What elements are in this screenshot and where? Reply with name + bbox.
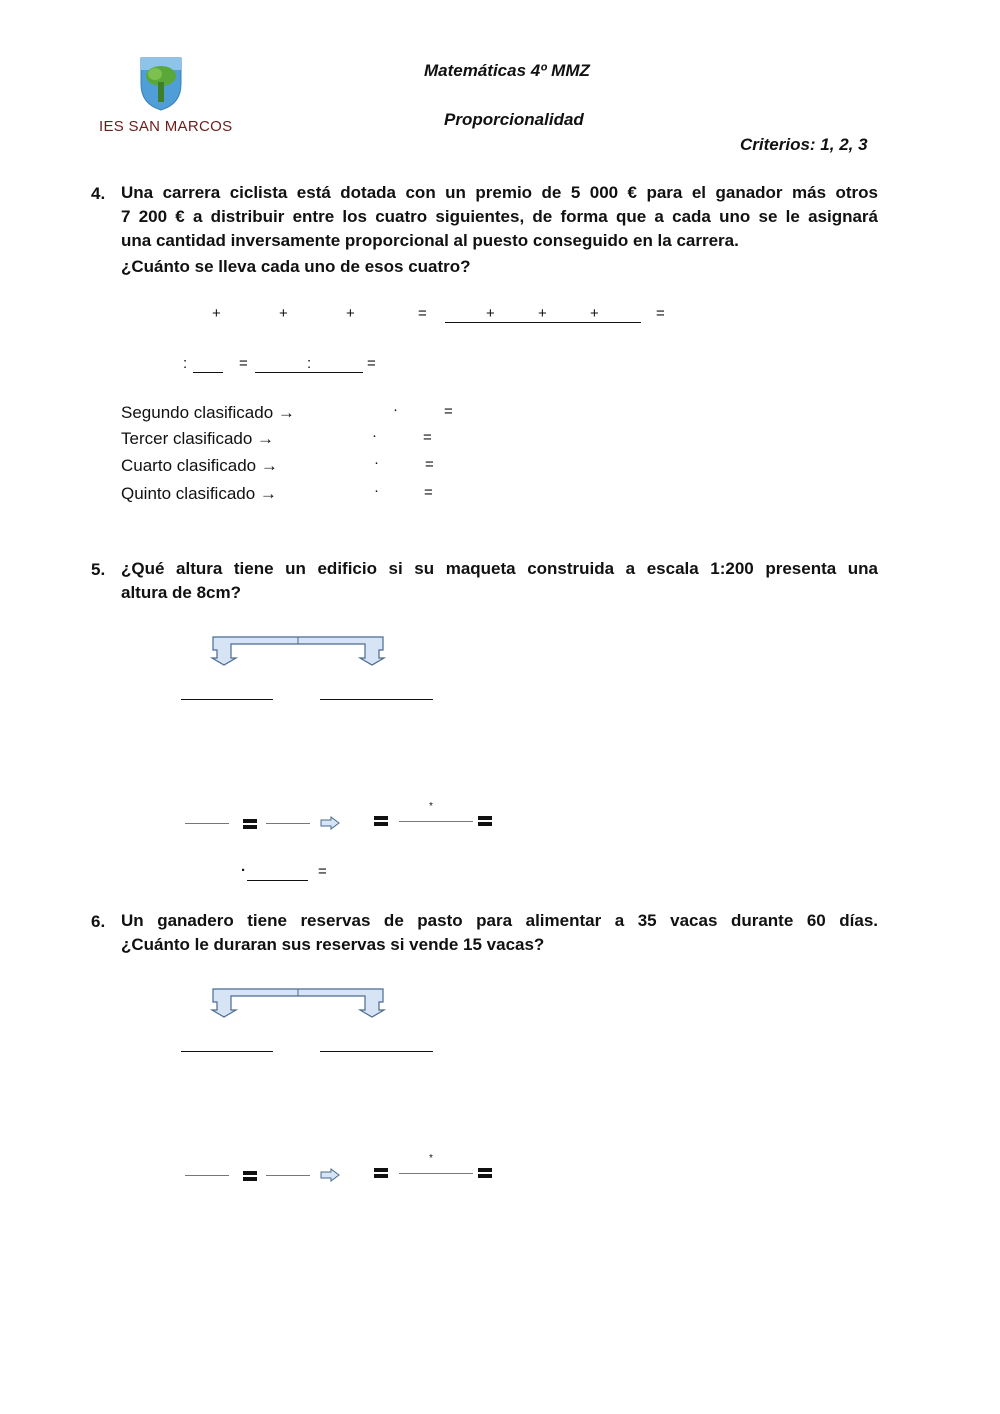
question-5-text	[121, 557, 878, 605]
fraction-line[interactable]	[399, 821, 473, 822]
bracket-arrow-icon	[208, 634, 388, 668]
question-4-line: Una carrera ciclista está dotada con un premio de 5 000 € para el ganador más otros	[121, 183, 878, 202]
asterisk-mark: *	[429, 1153, 433, 1164]
equals-bar	[478, 816, 492, 820]
school-logo	[95, 52, 235, 142]
equals-sign: =	[318, 863, 327, 880]
question-4-question: ¿Cuánto se lleva cada uno de esos cuatro?	[121, 257, 471, 276]
question-4-text	[121, 181, 878, 279]
plus-sign: +	[590, 305, 599, 322]
equals-sign: =	[424, 484, 433, 501]
equals-bar	[243, 819, 257, 823]
bracket-arrow-icon	[208, 986, 388, 1020]
question-4-line: 7 200 € a distribuir entre los cuatro siguientes, de forma que a cada uno se le asignará	[121, 207, 878, 226]
equals-bar	[243, 1171, 257, 1175]
dot-sign: ·	[241, 862, 246, 879]
equals-bar	[374, 822, 388, 826]
fraction-line[interactable]	[185, 1175, 229, 1176]
plus-sign: +	[346, 305, 355, 322]
criteria-label: Criterios: 1, 2, 3	[740, 135, 868, 154]
equals-sign: =	[425, 456, 434, 473]
equals-bar	[243, 825, 257, 829]
topic-title: Proporcionalidad	[444, 110, 584, 129]
asterisk-mark: *	[429, 801, 433, 812]
ranking-label: Cuarto clasificado →	[121, 456, 278, 475]
implies-arrow-icon	[320, 1168, 340, 1182]
equals-bar	[478, 822, 492, 826]
shield-tree-icon	[138, 54, 184, 112]
equals-sign: =	[656, 305, 665, 322]
equals-sign: =	[367, 355, 376, 372]
plus-sign: +	[212, 305, 221, 322]
equals-sign: =	[418, 305, 427, 322]
answer-blank[interactable]	[445, 322, 641, 323]
ranking-label: Segundo clasificado →	[121, 403, 295, 422]
equals-bar	[478, 1174, 492, 1178]
question-5-line: ¿Qué altura tiene un edificio si su maqueta construida a escala 1:200 presenta una	[121, 559, 878, 578]
school-name: IES SAN MARCOS	[99, 118, 233, 135]
course-title: Matemáticas 4º MMZ	[424, 61, 590, 80]
fraction-line[interactable]	[399, 1173, 473, 1174]
question-5-line: altura de 8cm?	[121, 583, 241, 602]
answer-blank[interactable]	[193, 372, 223, 373]
question-6-text	[121, 909, 878, 957]
equals-sign: =	[444, 403, 453, 420]
dot-sign: ·	[372, 427, 377, 444]
question-6-line: Un ganadero tiene reservas de pasto para alimentar a 35 vacas durante 60 días.	[121, 911, 878, 930]
fraction-line[interactable]	[266, 823, 310, 824]
answer-blank[interactable]	[247, 880, 308, 881]
equals-bar	[374, 1174, 388, 1178]
plus-sign: +	[279, 305, 288, 322]
question-5-number: 5.	[91, 560, 106, 579]
equals-bar	[374, 816, 388, 820]
question-4-line: una cantidad inversamente proporcional al puesto conseguido en la carrera.	[121, 231, 739, 250]
colon-sign: :	[183, 355, 188, 372]
equals-bar	[243, 1177, 257, 1181]
magnitude-blank[interactable]	[181, 699, 273, 700]
answer-blank[interactable]	[255, 372, 363, 373]
question-4-number: 4.	[91, 184, 106, 203]
plus-sign: +	[486, 305, 495, 322]
question-6-line: ¿Cuánto le duraran sus reservas si vende 15 vacas?	[121, 935, 545, 954]
fraction-line[interactable]	[185, 823, 229, 824]
equals-sign: =	[423, 429, 432, 446]
magnitude-blank[interactable]	[320, 699, 433, 700]
dot-sign: ·	[393, 401, 398, 418]
equals-bar	[374, 1168, 388, 1172]
magnitude-blank[interactable]	[320, 1051, 433, 1052]
fraction-line[interactable]	[266, 1175, 310, 1176]
ranking-label: Quinto clasificado →	[121, 484, 277, 503]
magnitude-blank[interactable]	[181, 1051, 273, 1052]
plus-sign: +	[538, 305, 547, 322]
colon-sign: :	[307, 355, 312, 372]
question-6-number: 6.	[91, 912, 106, 931]
ranking-label: Tercer clasificado →	[121, 429, 275, 448]
dot-sign: ·	[374, 454, 379, 471]
equals-sign: =	[239, 355, 248, 372]
dot-sign: ·	[374, 482, 379, 499]
equals-bar	[478, 1168, 492, 1172]
implies-arrow-icon	[320, 816, 340, 830]
